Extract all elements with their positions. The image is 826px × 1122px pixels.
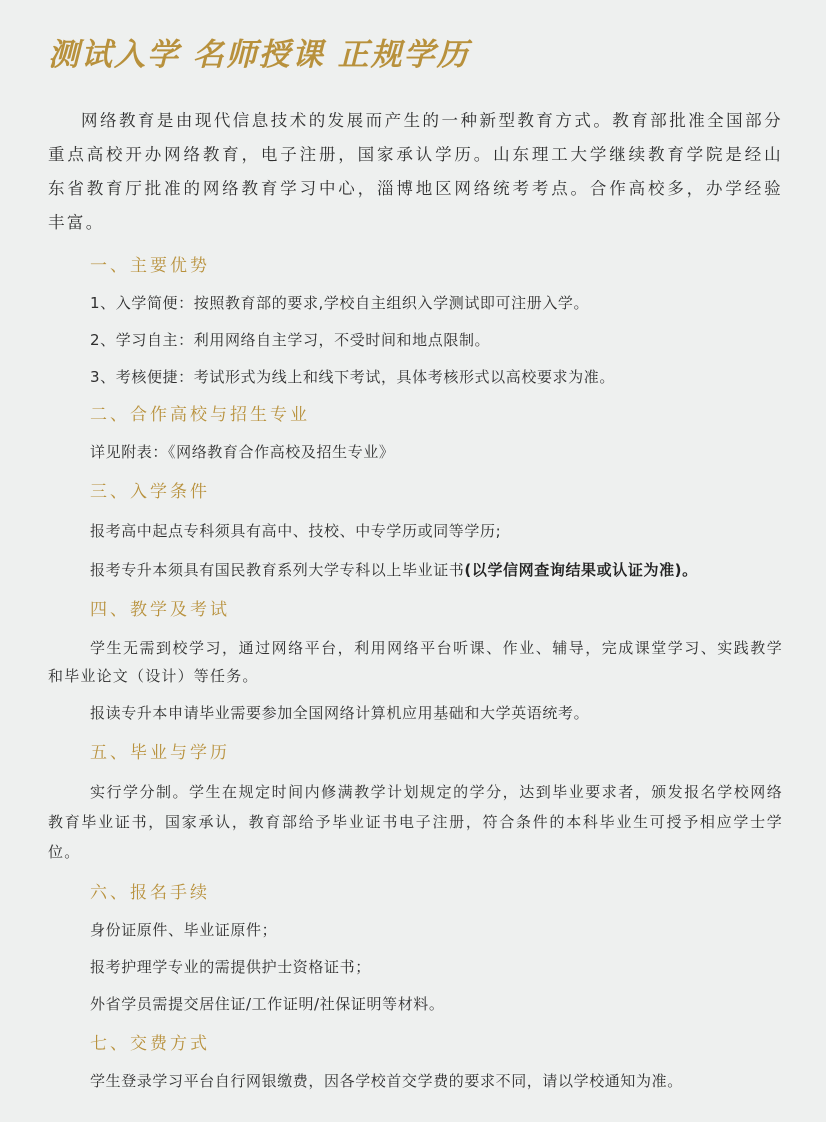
section-heading: 三、入学条件 bbox=[90, 482, 210, 502]
section-partner-schools bbox=[48, 403, 783, 466]
list-item: 学生登录学习平台自行网银缴费，因各学校首交学费的要求不同，请以学校通知为准。 bbox=[90, 1072, 683, 1090]
requirement-text: 报考专升本须具有国民教育系列大学专科以上毕业证书 bbox=[90, 561, 465, 579]
section-heading: 一、主要优势 bbox=[90, 256, 210, 276]
section-paragraph: 实行学分制。学生在规定时间内修满教学计划规定的学分，达到毕业要求者，颁发报名学校网络教育毕业证书，国家承认，教育部给予毕业证书电子注册，符合条件的本科毕业生可授予相应学士学位。 bbox=[48, 783, 783, 861]
section-enrollment-procedures bbox=[48, 881, 783, 1018]
list-item: 外省学员需提交居住证/工作证明/社保证明等材料。 bbox=[90, 995, 445, 1013]
section-admission-requirements bbox=[48, 480, 783, 584]
requirement-note: (以学信网查询结果或认证为准)。 bbox=[464, 561, 698, 579]
intro-paragraph: 网络教育是由现代信息技术的发展而产生的一种新型教育方式。教育部批准全国部分重点高校开办网络教育，电子注册，国家承认学历。山东理工大学继续教育学院是经山东省教育厅批准的网络教育学习中心，淄博地区网络统考考点。合作高校多，办学经验丰富。 bbox=[48, 111, 783, 232]
list-item: 报考高中起点专科须具有高中、技校、中专学历或同等学历; bbox=[90, 522, 502, 540]
section-teaching-exams bbox=[48, 598, 783, 727]
list-item: 报考护理学专业的需提供护士资格证书； bbox=[90, 958, 371, 976]
section-heading: 二、合作高校与招生专业 bbox=[90, 405, 310, 425]
section-graduation bbox=[48, 741, 783, 867]
list-item: 报读专升本申请毕业需要参加全国网络计算机应用基础和大学英语统考。 bbox=[90, 704, 590, 722]
section-heading: 六、报名手续 bbox=[90, 883, 210, 903]
list-item: 3、考核便捷：考试形式为线上和线下考试，具体考核形式以高校要求为准。 bbox=[90, 368, 615, 386]
list-item: 2、学习自主：利用网络自主学习，不受时间和地点限制。 bbox=[90, 331, 491, 349]
section-payment bbox=[48, 1032, 783, 1095]
list-item: 身份证原件、毕业证原件； bbox=[90, 921, 278, 939]
page-title: 测试入学 名师授课 正规学历 bbox=[48, 37, 470, 73]
section-advantages bbox=[48, 254, 783, 391]
section-paragraph: 学生无需到校学习，通过网络平台，利用网络平台听课、作业、辅导，完成课堂学习、实践教学和毕业论文（设计）等任务。 bbox=[48, 639, 783, 685]
list-item: 1、入学简便：按照教育部的要求,学校自主组织入学测试即可注册入学。 bbox=[90, 294, 590, 312]
section-heading: 七、交费方式 bbox=[90, 1034, 210, 1054]
section-heading: 四、教学及考试 bbox=[90, 600, 230, 620]
section-heading: 五、毕业与学历 bbox=[90, 743, 230, 763]
list-item bbox=[48, 557, 783, 584]
list-item: 详见附表：《网络教育合作高校及招生专业》 bbox=[90, 443, 395, 461]
